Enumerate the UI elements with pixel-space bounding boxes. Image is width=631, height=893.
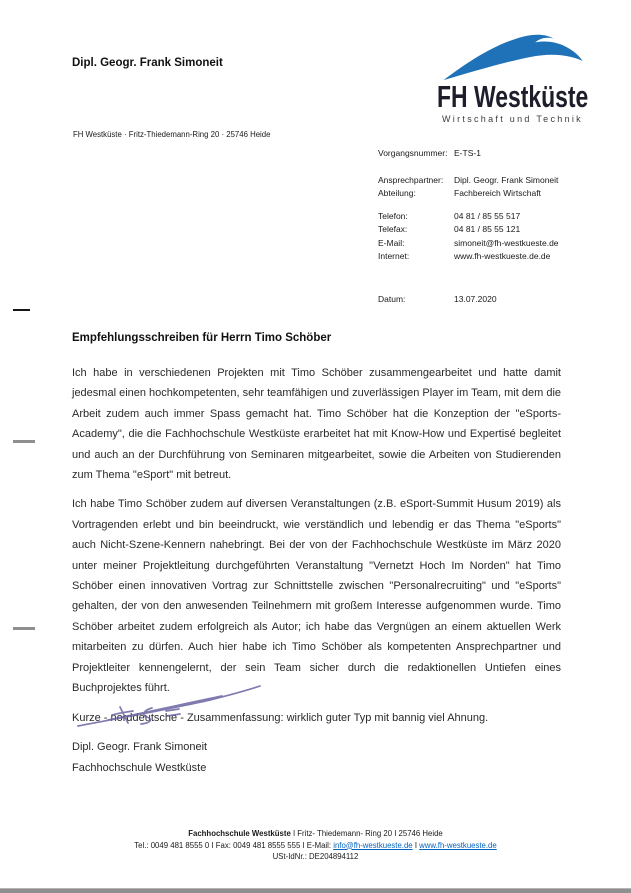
info-label: Telefax: (378, 224, 408, 234)
fold-mark (13, 627, 35, 630)
page-bottom-bar (0, 888, 631, 893)
fold-mark (13, 440, 35, 443)
info-row-telefon (378, 210, 559, 224)
footer-line-2 (0, 840, 631, 852)
info-value: 04 81 / 85 55 517 (454, 210, 521, 221)
info-value: simoneit@fh-westkueste.de (454, 237, 559, 248)
author-header: Dipl. Geogr. Frank Simoneit (72, 57, 223, 69)
info-label: Vorgangsnummer: (378, 148, 448, 158)
letter-subject: Empfehlungsschreiben für Herrn Timo Schöber (72, 332, 332, 344)
info-value: E-TS-1 (454, 148, 481, 158)
info-label: E-Mail: (378, 237, 405, 248)
info-row-abteilung (378, 187, 559, 201)
date-label: Datum: (378, 293, 406, 304)
info-row-telefax (378, 223, 559, 237)
fold-mark (13, 309, 30, 311)
info-row-vorgangsnummer (378, 147, 559, 161)
footer-org-name: Fachhochschule Westküste (188, 829, 291, 838)
page-footer (0, 828, 631, 863)
info-value: 04 81 / 85 55 121 (454, 224, 521, 234)
sender-address-line: FH Westküste · Fritz-Thiedemann-Ring 20 · 25746 Heide (73, 130, 271, 139)
letter-body (72, 363, 561, 737)
info-value: www.fh-westkueste.de.de (454, 251, 551, 261)
footer-email-link[interactable]: info@fh-westkueste.de (333, 840, 413, 850)
footer-tel-fax: Tel.: 0049 481 8555 0 I Fax: 0049 481 8555 555 I E-Mail: (134, 840, 334, 850)
signoff-block (72, 737, 207, 779)
info-label: Internet: (378, 251, 410, 261)
info-label: Abteilung: (378, 188, 416, 198)
signature-image (70, 682, 265, 732)
info-row-ansprechpartner (378, 174, 559, 188)
info-label: Ansprechpartner: (378, 174, 444, 185)
wave-icon (439, 28, 589, 84)
footer-separator: I (412, 840, 420, 850)
logo-tagline: Wirtschaft und Technik (442, 114, 583, 124)
info-row-internet (378, 250, 559, 264)
footer-website-link[interactable]: www.fh-westkueste.de (419, 840, 497, 850)
signoff-name: Dipl. Geogr. Frank Simoneit (72, 741, 208, 753)
footer-line-3: USt-IdNr.: DE204894112 (272, 852, 359, 861)
fh-westkueste-logo (437, 28, 609, 124)
info-row-datum (378, 293, 559, 307)
signoff-organization: Fachhochschule Westküste (72, 762, 207, 774)
info-label: Telefon: (378, 210, 408, 221)
logo-wordmark: FH Westküste (437, 79, 589, 114)
paragraph-3: Kurze - norddeutsche - Zusammenfassung: wirklich guter Typ mit bannig viel Ahnung. (72, 711, 489, 724)
paragraph-2: Ich habe Timo Schöber zudem auf diversen Veranstaltungen (z.B. eSport-Summit Husum 2019) als Vortragenden erlebt und bin beeindruckt, wie verständlich und lebendig er das Thema "eSports" auch Nicht-Szene-Kennern nahebringt. Bei der von der Fachhochschule Westküste im März 2020 unter meiner Projektleitung durchgeführten Veranstaltung "Vernetzt Hoch Im Norden" hat Timo Schöber einen innovativen Vortrag zur Schnittstelle zwischen "Personalrecruiting" und "eSports" gehalten, der von den anwesenden Teilnehmern mit großem Interesse aufgenommen wurde. Timo Schöber arbeitet zudem erfolgreich als Autor; ich habe das Vergnügen an einem aktuellen Werk mitarbeiten zu dürfen. Auch hier habe ich Timo Schöber als kompetenten Ansprechpartner und Projektleiter kennengelernt, der sein Team sicher durch die redaktionellen Untiefen eines Buchprojektes führt. (72, 498, 561, 695)
contact-info-block (378, 147, 559, 306)
info-value: Fachbereich Wirtschaft (454, 188, 541, 198)
info-value: Dipl. Geogr. Frank Simoneit (454, 174, 559, 185)
date-value: 13.07.2020 (454, 293, 497, 304)
footer-line-1 (0, 828, 631, 840)
paragraph-1: Ich habe in verschiedenen Projekten mit Timo Schöber zusammengearbeitet und hatte damit jedesmal einen hochkompetenten, sehr teamfähigen und zuverlässigen Player im Team, mit dem die Arbeit zudem auch immer Spass gemacht hat. Timo Schöber hat die Konzeption der "eSports-Academy", die die Fachhochschule Westküste erarbeitet hat mit Know-How und Expertisé begleitet und auch an der Durchführung von Seminaren mitgearbeitet, sowie die Arbeiten von Studierenden zum Thema "eSport" mit betreut. (72, 367, 561, 482)
footer-address: I Fritz- Thiedemann- Ring 20 I 25746 Heide (290, 829, 443, 838)
info-row-email (378, 237, 559, 251)
